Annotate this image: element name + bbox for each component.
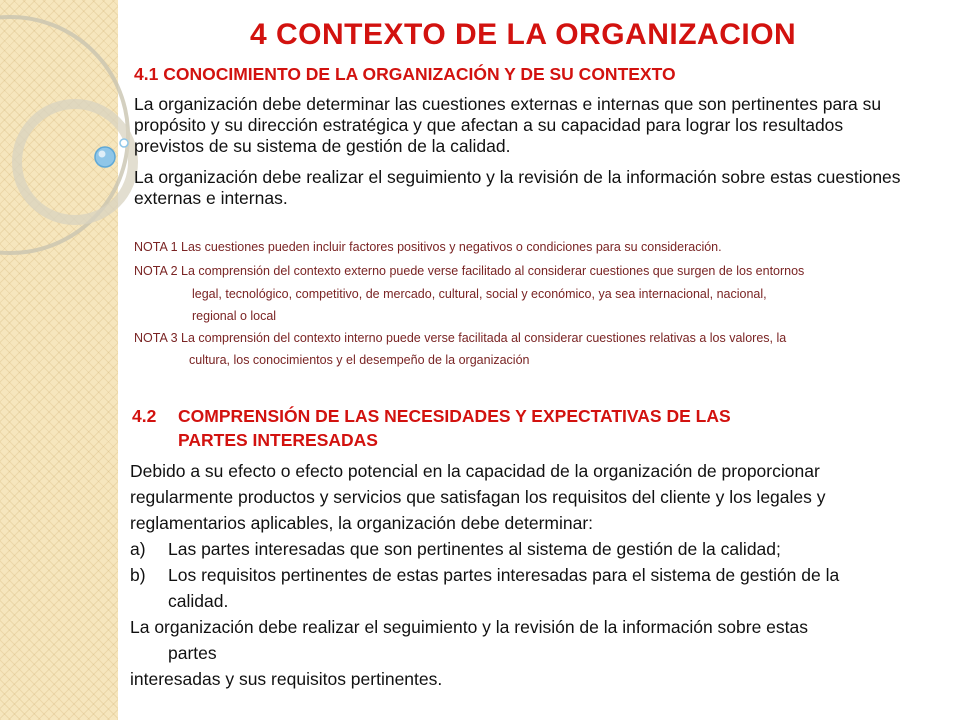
- section-42-heading: [132, 404, 731, 452]
- list-item-a-text: Las partes interesadas que son pertinentes al sistema de gestión de la calidad;: [168, 539, 781, 559]
- section-42-number: 4.2: [132, 406, 157, 426]
- intro-line-1: Debido a su efecto o efecto potencial en la capacidad de la organización de proporcionar: [130, 461, 820, 481]
- closing-line-3: interesadas y sus requisitos pertinentes.: [130, 669, 443, 689]
- section-42-body: [130, 458, 930, 692]
- slide-title: 4 CONTEXTO DE LA ORGANIZACION: [250, 18, 797, 51]
- note-2: NOTA 2 La comprensión del contexto externo puede verse facilitado al considerar cuestiones que surgen de los entornos: [134, 264, 805, 278]
- section-41-paragraph-1: La organización debe determinar las cuestiones externas e internas que son pertinentes para su propósito y su dirección estratégica y que afectan a su capacidad para lograr los resultados previstos de su sistema de gestión de la calidad.: [134, 94, 882, 156]
- intro-line-2: regularmente productos y servicios que satisfagan los requisitos del cliente y los legales y: [130, 487, 826, 507]
- closing-line-2: partes: [168, 643, 217, 663]
- intro-line-3: reglamentarios aplicables, la organización debe determinar:: [130, 513, 594, 533]
- section-41-heading: 4.1 CONOCIMIENTO DE LA ORGANIZACIÓN Y DE SU CONTEXTO: [134, 64, 676, 84]
- list-item-b-text-line-2: calidad.: [168, 591, 229, 611]
- closing-line-1: La organización debe realizar el seguimiento y la revisión de la información sobre estas: [130, 617, 809, 637]
- note-3-continuation: cultura, los conocimientos y el desempeño de la organización: [189, 353, 530, 367]
- list-marker-a: a): [130, 539, 146, 559]
- section-42-heading-line-2: PARTES INTERESADAS: [178, 430, 378, 450]
- section-41-paragraph-2: La organización debe realizar el seguimiento y la revisión de la información sobre estas cuestiones externas e internas.: [134, 167, 901, 208]
- section-42-heading-line-1: COMPRENSIÓN DE LAS NECESIDADES Y EXPECTATIVAS DE LAS: [178, 406, 731, 426]
- list-marker-b: b): [130, 565, 146, 585]
- note-3: NOTA 3 La comprensión del contexto interno puede verse facilitada al considerar cuestiones relativas a los valores, la: [134, 331, 787, 345]
- list-item-b-text-line-1: Los requisitos pertinentes de estas partes interesadas para el sistema de gestión de la: [168, 565, 840, 585]
- list-item-a: [130, 536, 930, 562]
- list-item-b: [130, 562, 930, 588]
- note-1: NOTA 1 Las cuestiones pueden incluir factores positivos y negativos o condiciones para su consideración.: [134, 240, 722, 254]
- note-2-continuation-2: regional o local: [192, 309, 277, 323]
- note-2-continuation: legal, tecnológico, competitivo, de mercado, cultural, social y económico, ya sea internacional, nacional,: [192, 287, 767, 301]
